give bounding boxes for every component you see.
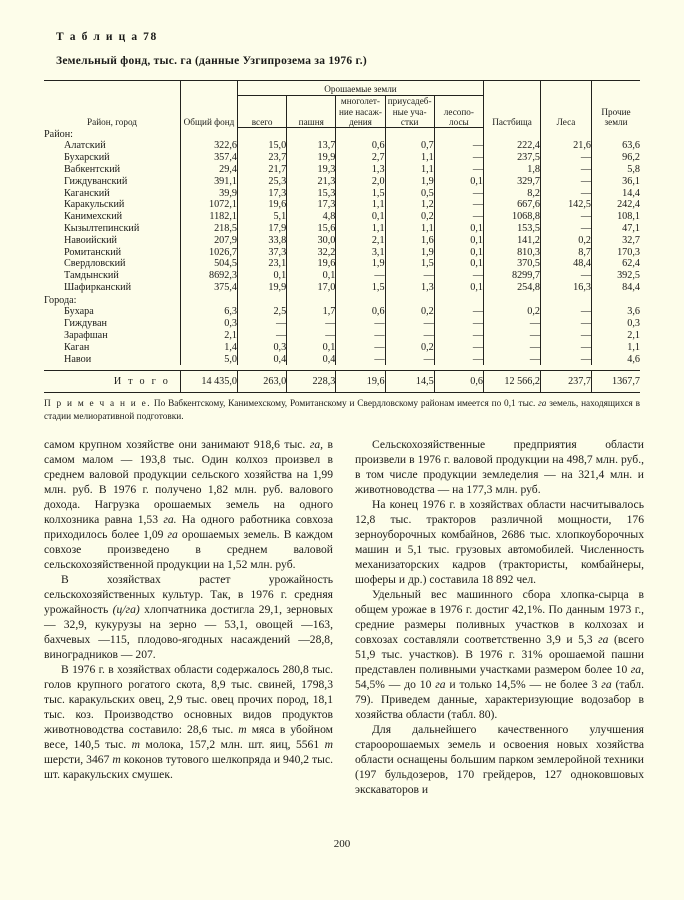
- total-cell-household: 14,5: [385, 371, 434, 393]
- italic-term: т: [324, 738, 333, 751]
- table-spacer-cell: [44, 393, 640, 397]
- cell-perennial: 0,1: [336, 211, 385, 223]
- cell-total-fund: 207,9: [181, 235, 238, 247]
- cell-forests: 0,2: [541, 235, 592, 247]
- cell-total-fund: 218,5: [181, 223, 238, 235]
- cell-other-lands: 392,5: [592, 270, 641, 282]
- header-other-lands-line1: Прочие: [601, 107, 631, 118]
- cell-arable: 0,1: [287, 270, 336, 282]
- group-row-empty-cell: [238, 294, 287, 307]
- header-shelterbelts-line1: лесопо-: [443, 106, 474, 117]
- note-text-after: земель, находящихся в стадии мелиоративной подготовки.: [44, 399, 640, 422]
- cell-household: —: [385, 318, 434, 330]
- district-name: Шафирканский: [64, 281, 132, 293]
- group-row-empty-cell: [541, 128, 592, 141]
- cell-forests: 48,4: [541, 258, 592, 270]
- cell-household: 1,1: [385, 223, 434, 235]
- header-perennial-plantings: [336, 96, 385, 128]
- cell-irrigated-all: 37,3: [238, 247, 287, 259]
- table-number: Т а б л и ц а 78: [56, 31, 158, 43]
- table-note: [44, 398, 640, 423]
- cell-pastures: 222,4: [484, 140, 541, 152]
- italic-term: т: [238, 723, 247, 736]
- cell-arable: 0,4: [287, 354, 336, 366]
- note-lead: П р и м е ч а н и е.: [44, 399, 152, 409]
- table-row: [44, 223, 640, 235]
- cell-irrigated-all: 23,1: [238, 258, 287, 270]
- header-irrigated-all: всего: [238, 96, 287, 128]
- cell-household: 1,9: [385, 176, 434, 188]
- city-name: Гиждуван: [64, 318, 107, 330]
- table-row: [44, 330, 640, 342]
- group-row-empty-cell: [592, 294, 641, 307]
- cell-shelterbelts: —: [434, 354, 483, 366]
- cell-irrigated-all: 25,3: [238, 176, 287, 188]
- cell-shelterbelts: —: [434, 152, 483, 164]
- table-row: [44, 164, 640, 176]
- cell-arable: 32,2: [287, 247, 336, 259]
- cell-other-lands: 5,8: [592, 164, 641, 176]
- table-row: [44, 258, 640, 270]
- cell-pastures: 237,5: [484, 152, 541, 164]
- cell-total-fund: 375,4: [181, 282, 238, 294]
- header-perennial-line2: ние насаж-: [339, 106, 382, 117]
- table-row: [44, 152, 640, 164]
- cell-other-lands: 242,4: [592, 199, 641, 211]
- cell-forests: —: [541, 318, 592, 330]
- city-name: Зарафшан: [64, 329, 108, 341]
- paragraph-left-3: В 1976 г. в хозяйствах области содержалось 280,8 тыс. голов крупного рогатого скота, 8,9 тыс. свиней, 1798,3 тыс. каракульских овец, 2,9 тыс. овец прочих пород, 18,1 тыс. коз. Производство основных видов продуктов животноводства составило: 28,6 тыс. т мяса в убойном весе, 140,5 тыс. т молока, 157,2 млн. шт. яиц, 5561 т шерсти, 3467 т коконов тутового шелкопряда и 940,2 тыс. шт. каракульских смушек.: [44, 663, 334, 781]
- city-name: Бухара: [64, 306, 94, 318]
- group-label-cities: Города:: [44, 294, 77, 306]
- cell-shelterbelts: —: [434, 342, 483, 354]
- cell-pastures: 8299,7: [484, 270, 541, 282]
- header-district-city: Район, город: [44, 81, 181, 128]
- table-row: [44, 282, 640, 294]
- cell-household: —: [385, 330, 434, 342]
- cell-perennial: —: [336, 354, 385, 366]
- cell-total-fund: 2,1: [181, 330, 238, 342]
- cell-perennial: —: [336, 342, 385, 354]
- cell-pastures: 141,2: [484, 235, 541, 247]
- cell-arable: —: [287, 330, 336, 342]
- cell-shelterbelts: 0,1: [434, 282, 483, 294]
- cell-forests: —: [541, 188, 592, 200]
- cell-forests: 16,3: [541, 282, 592, 294]
- cell-household: 0,2: [385, 211, 434, 223]
- cell-total-fund: 6,3: [181, 306, 238, 318]
- group-row-empty-cell: [238, 128, 287, 141]
- table-group-row-districts: [44, 128, 640, 141]
- group-row-empty-cell: [385, 128, 434, 141]
- cell-shelterbelts: 0,1: [434, 235, 483, 247]
- table-spacer-row: [44, 393, 640, 397]
- cell-forests: 21,6: [541, 140, 592, 152]
- table-row: [44, 354, 640, 366]
- cell-other-lands: 84,4: [592, 282, 641, 294]
- cell-pastures: 667,6: [484, 199, 541, 211]
- header-other-lands-line2: земли: [604, 117, 628, 128]
- cell-irrigated-all: 0,3: [238, 342, 287, 354]
- cell-other-lands: 1,1: [592, 342, 641, 354]
- table-row: [44, 176, 640, 188]
- header-perennial-line3: дения: [349, 116, 372, 127]
- cell-perennial: 1,5: [336, 282, 385, 294]
- header-other-lands: [592, 81, 641, 128]
- cell-arable: 17,3: [287, 199, 336, 211]
- header-irrigated-group: Орошаемые земли: [238, 81, 484, 96]
- group-row-empty-cell: [434, 294, 483, 307]
- page-number: 200: [333, 838, 351, 850]
- cell-irrigated-all: 19,9: [238, 282, 287, 294]
- cell-shelterbelts: —: [434, 211, 483, 223]
- group-row-empty-cell: [484, 128, 541, 141]
- group-row-empty-cell: [592, 128, 641, 141]
- paragraph-right-4: Для дальнейшего качественного улучшения староорошаемых земель и освоения новых хозяйства области оснащены большим парком землеройной техники (197 бульдозеров, 170 грейдеров, 127 одноковшовых экскаваторов и: [355, 723, 644, 796]
- cell-arable: 30,0: [287, 235, 336, 247]
- cell-total-fund: 322,6: [181, 140, 238, 152]
- italic-term: га: [598, 633, 609, 646]
- group-row-empty-cell: [336, 294, 385, 307]
- cell-perennial: 0,6: [336, 140, 385, 152]
- cell-shelterbelts: —: [434, 330, 483, 342]
- cell-forests: —: [541, 176, 592, 188]
- header-shelterbelts-line2: лосы: [449, 116, 469, 127]
- cell-pastures: —: [484, 318, 541, 330]
- cell-pastures: 329,7: [484, 176, 541, 188]
- italic-term: т: [112, 753, 121, 766]
- cell-household: 1,3: [385, 282, 434, 294]
- table-row: [44, 342, 640, 354]
- cell-total-fund: 1182,1: [181, 211, 238, 223]
- cell-forests: 8,7: [541, 247, 592, 259]
- cell-arable: 13,7: [287, 140, 336, 152]
- cell-total-fund: 8692,3: [181, 270, 238, 282]
- cell-pastures: 8,2: [484, 188, 541, 200]
- cell-irrigated-all: 15,0: [238, 140, 287, 152]
- cell-total-fund: 1,4: [181, 342, 238, 354]
- table-body: [44, 128, 640, 396]
- italic-term: га: [630, 663, 642, 676]
- cell-irrigated-all: 0,1: [238, 270, 287, 282]
- cell-shelterbelts: 0,1: [434, 176, 483, 188]
- cell-irrigated-all: 5,1: [238, 211, 287, 223]
- cell-pastures: —: [484, 330, 541, 342]
- table-header-group-row: [44, 81, 640, 96]
- cell-perennial: 2,0: [336, 176, 385, 188]
- total-cell-other-lands: 1367,7: [592, 371, 641, 393]
- cell-pastures: 810,3: [484, 247, 541, 259]
- cell-household: 1,1: [385, 164, 434, 176]
- total-cell-perennial: 19,6: [336, 371, 385, 393]
- cell-other-lands: 0,3: [592, 318, 641, 330]
- cell-other-lands: 170,3: [592, 247, 641, 259]
- district-name: Свердловский: [64, 258, 126, 270]
- cell-other-lands: 36,1: [592, 176, 641, 188]
- body-columns: [44, 437, 644, 797]
- cell-forests: —: [541, 354, 592, 366]
- cell-perennial: 0,6: [336, 306, 385, 318]
- total-cell-pastures: 12 566,2: [484, 371, 541, 393]
- table-row: [44, 306, 640, 318]
- cell-shelterbelts: —: [434, 188, 483, 200]
- cell-arable: 1,7: [287, 306, 336, 318]
- cell-arable: 4,8: [287, 211, 336, 223]
- cell-irrigated-all: —: [238, 318, 287, 330]
- cell-forests: 142,5: [541, 199, 592, 211]
- cell-other-lands: 14,4: [592, 188, 641, 200]
- header-perennial-line1: многолет-: [340, 96, 380, 107]
- total-cell-total-fund: 14 435,0: [181, 371, 238, 393]
- cell-household: 1,5: [385, 258, 434, 270]
- body-column-left: [44, 437, 333, 797]
- cell-shelterbelts: —: [434, 199, 483, 211]
- group-row-empty-cell: [434, 128, 483, 141]
- header-forests: Леса: [541, 81, 592, 128]
- cell-total-fund: 1026,7: [181, 247, 238, 259]
- paragraph-left-1: самом крупном хозяйстве они занимают 918,6 тыс. га, в самом малом — 193,8 тыс. Один колхоз произвел в среднем валовой продукции сельского хозяйства на 1,99 млн. руб. В 1976 г. получено 1,82 млн. руб. валового дохода. Нагрузка орошаемых земель на одного колхозника равна 1,53 га. На одного работника совхоза приходилось более 1,09 га орошаемых земель. В каждом совхозе произведено в среднем валовой сельскохозяйственной продукции на 1,52 млн. руб.: [44, 438, 333, 571]
- cell-arable: 21,3: [287, 176, 336, 188]
- cell-shelterbelts: 0,1: [434, 223, 483, 235]
- total-cell-arable: 228,3: [287, 371, 336, 393]
- cell-arable: 17,0: [287, 282, 336, 294]
- paragraph-right-1: Сельскохозяйственные предприятия области произвели в 1976 г. валовой продукции на 498,7 млн. руб., в том числе продукции земледелия — на 321,4 млн. и животноводства — на 177,3 млн. руб.: [355, 438, 644, 496]
- cell-irrigated-all: 2,5: [238, 306, 287, 318]
- header-shelterbelts: [434, 96, 483, 128]
- cell-pastures: 254,8: [484, 282, 541, 294]
- italic-term: га: [601, 678, 612, 691]
- district-name: Ромитанский: [64, 246, 122, 258]
- cell-shelterbelts: —: [434, 270, 483, 282]
- cell-perennial: —: [336, 330, 385, 342]
- district-name: Тамдынский: [64, 270, 119, 282]
- cell-irrigated-all: 0,4: [238, 354, 287, 366]
- city-name: Каган: [64, 341, 90, 353]
- cell-arable: 19,3: [287, 164, 336, 176]
- table-row: [44, 188, 640, 200]
- total-label: И т о г о: [113, 376, 170, 388]
- italic-term: га,: [309, 438, 324, 451]
- group-row-empty-cell: [541, 294, 592, 307]
- note-italic-unit: га: [538, 399, 547, 409]
- body-column-right: [355, 437, 644, 797]
- cell-perennial: —: [336, 318, 385, 330]
- district-name: Каракульский: [64, 199, 125, 211]
- cell-forests: —: [541, 164, 592, 176]
- cell-other-lands: 63,6: [592, 140, 641, 152]
- group-row-empty-cell: [287, 294, 336, 307]
- cell-irrigated-all: 21,7: [238, 164, 287, 176]
- table-row: [44, 199, 640, 211]
- paragraph-right-2: На конец 1976 г. в хозяйствах области насчитывалось 12,8 тыс. тракторов различной мощности, 176 зерноуборочных комбайнов, 2686 тыс. хлопкоуборочных машин и 5,1 тыс. грузовых автомобилей. Численность механизаторских кадров (трактористы, комбайнеры, шоферы и др.) составила 18 892 чел.: [355, 498, 644, 586]
- city-name: Навои: [64, 353, 92, 365]
- cell-forests: —: [541, 211, 592, 223]
- table-row: [44, 247, 640, 259]
- district-name: Гиждуванский: [64, 175, 128, 187]
- cell-other-lands: 62,4: [592, 258, 641, 270]
- total-cell-shelterbelts: 0,6: [434, 371, 483, 393]
- italic-term: га: [167, 528, 178, 541]
- cell-arable: —: [287, 318, 336, 330]
- cell-pastures: —: [484, 342, 541, 354]
- cell-other-lands: 96,2: [592, 152, 641, 164]
- header-household-line3: стки: [400, 116, 419, 127]
- italic-term: га: [435, 678, 446, 691]
- cell-perennial: 1,5: [336, 188, 385, 200]
- table-row: [44, 318, 640, 330]
- cell-forests: —: [541, 152, 592, 164]
- cell-irrigated-all: 17,9: [238, 223, 287, 235]
- paragraph-right-3: Удельный вес машинного сбора хлопка-сырца в общем урожае в 1976 г. достиг 42,1%. По данным 1973 г., средние размеры поливных участков в колхозах и совхозах составляли соответственно 3,9 и 5,3 га (всего 51,9 тыс. участков). В 1976 г. 31% орошаемой пашни представлен поливными участками размером более 10 га, 54,5% — до 10 га и только 14,5% — не более 3 га (табл. 79). Приведем данные, характеризующие водозабор в хозяйства области (табл. 80).: [355, 588, 644, 721]
- land-fund-table: [44, 80, 640, 396]
- header-household-line1: приусадеб-: [387, 96, 432, 107]
- cell-total-fund: 29,4: [181, 164, 238, 176]
- group-row-empty-cell: [484, 294, 541, 307]
- cell-pastures: —: [484, 354, 541, 366]
- district-name: Навоийский: [64, 234, 117, 246]
- cell-household: —: [385, 354, 434, 366]
- cell-household: 1,9: [385, 247, 434, 259]
- group-row-empty-cell: [181, 128, 238, 141]
- district-name: Канимехский: [64, 211, 123, 223]
- cell-other-lands: 108,1: [592, 211, 641, 223]
- cell-other-lands: 3,6: [592, 306, 641, 318]
- cell-arable: 15,6: [287, 223, 336, 235]
- cell-total-fund: 39,9: [181, 188, 238, 200]
- cell-perennial: 1,1: [336, 199, 385, 211]
- italic-term: (ц/га): [112, 603, 140, 616]
- cell-perennial: 3,1: [336, 247, 385, 259]
- cell-shelterbelts: 0,1: [434, 258, 483, 270]
- district-name: Каганский: [64, 187, 110, 199]
- table-head: [44, 81, 640, 128]
- cell-perennial: 2,7: [336, 152, 385, 164]
- cell-total-fund: 504,5: [181, 258, 238, 270]
- district-name: Кызылтепинский: [64, 222, 140, 234]
- cell-shelterbelts: —: [434, 140, 483, 152]
- cell-pastures: 0,2: [484, 306, 541, 318]
- cell-perennial: 1,1: [336, 223, 385, 235]
- district-name: Вабкентский: [64, 164, 121, 176]
- cell-irrigated-all: 19,6: [238, 199, 287, 211]
- header-pastures: Пастбища: [484, 81, 541, 128]
- cell-household: 0,2: [385, 342, 434, 354]
- cell-household: 0,7: [385, 140, 434, 152]
- cell-perennial: 1,3: [336, 164, 385, 176]
- cell-irrigated-all: —: [238, 330, 287, 342]
- cell-shelterbelts: —: [434, 164, 483, 176]
- group-row-empty-cell: [336, 128, 385, 141]
- cell-perennial: 2,1: [336, 235, 385, 247]
- cell-arable: 15,3: [287, 188, 336, 200]
- cell-forests: —: [541, 270, 592, 282]
- group-label-districts: Район:: [44, 128, 74, 140]
- cell-forests: —: [541, 342, 592, 354]
- cell-other-lands: 47,1: [592, 223, 641, 235]
- cell-arable: 19,9: [287, 152, 336, 164]
- group-row-empty-cell: [287, 128, 336, 141]
- cell-pastures: 370,5: [484, 258, 541, 270]
- cell-household: —: [385, 270, 434, 282]
- cell-perennial: —: [336, 270, 385, 282]
- cell-other-lands: 32,7: [592, 235, 641, 247]
- table-row: [44, 270, 640, 282]
- cell-shelterbelts: —: [434, 306, 483, 318]
- cell-total-fund: 357,4: [181, 152, 238, 164]
- table-row: [44, 211, 640, 223]
- cell-total-fund: 5,0: [181, 354, 238, 366]
- cell-shelterbelts: 0,1: [434, 247, 483, 259]
- cell-forests: —: [541, 330, 592, 342]
- cell-perennial: 1,9: [336, 258, 385, 270]
- cell-forests: —: [541, 223, 592, 235]
- header-arable: пашня: [287, 96, 336, 128]
- cell-total-fund: 391,1: [181, 176, 238, 188]
- cell-irrigated-all: 23,7: [238, 152, 287, 164]
- group-row-empty-cell: [385, 294, 434, 307]
- cell-irrigated-all: 17,3: [238, 188, 287, 200]
- cell-total-fund: 0,3: [181, 318, 238, 330]
- table-title: Земельный фонд, тыс. га (данные Узгипрозема за 1976 г.): [56, 55, 367, 67]
- paragraph-left-2: В хозяйствах растет урожайность сельскохозяйственных культур. Так, в 1976 г. средняя урожайность (ц/га) хлопчатника достигла 29,1, зерновых — 32,9, кукурузы на зерно — 53,1, овощей —163, бахчевых —115, плодово-ягодных насаждений —28,8, виноградников — 207.: [44, 573, 333, 661]
- header-total-fund: Общий фонд: [181, 81, 238, 128]
- cell-forests: —: [541, 306, 592, 318]
- header-household-line2: ные уча-: [392, 106, 427, 117]
- district-name: Бухарский: [64, 152, 110, 164]
- cell-other-lands: 4,6: [592, 354, 641, 366]
- land-fund-table-wrapper: [44, 80, 640, 396]
- cell-shelterbelts: —: [434, 318, 483, 330]
- cell-household: 0,5: [385, 188, 434, 200]
- cell-household: 1,1: [385, 152, 434, 164]
- cell-irrigated-all: 33,8: [238, 235, 287, 247]
- table-group-row-cities: [44, 294, 640, 307]
- cell-pastures: 153,5: [484, 223, 541, 235]
- header-household-plots: [385, 96, 434, 128]
- total-cell-irrigated-all: 263,0: [238, 371, 287, 393]
- cell-total-fund: 1072,1: [181, 199, 238, 211]
- cell-household: 1,2: [385, 199, 434, 211]
- cell-pastures: 1,8: [484, 164, 541, 176]
- cell-pastures: 1068,8: [484, 211, 541, 223]
- group-row-empty-cell: [181, 294, 238, 307]
- table-total-row: [44, 371, 640, 393]
- cell-household: 0,2: [385, 306, 434, 318]
- cell-household: 1,6: [385, 235, 434, 247]
- italic-term: га.: [163, 513, 177, 526]
- cell-arable: 19,6: [287, 258, 336, 270]
- italic-term: т: [131, 738, 140, 751]
- total-cell-forests: 237,7: [541, 371, 592, 393]
- cell-arable: 0,1: [287, 342, 336, 354]
- table-row: [44, 235, 640, 247]
- cell-other-lands: 2,1: [592, 330, 641, 342]
- table-row: [44, 140, 640, 152]
- note-text-before: По Вабкентскому, Канимехскому, Ромитанскому и Свердловскому районам имеется по 0,1 тыс.: [151, 399, 539, 409]
- district-name: Алатский: [64, 140, 106, 152]
